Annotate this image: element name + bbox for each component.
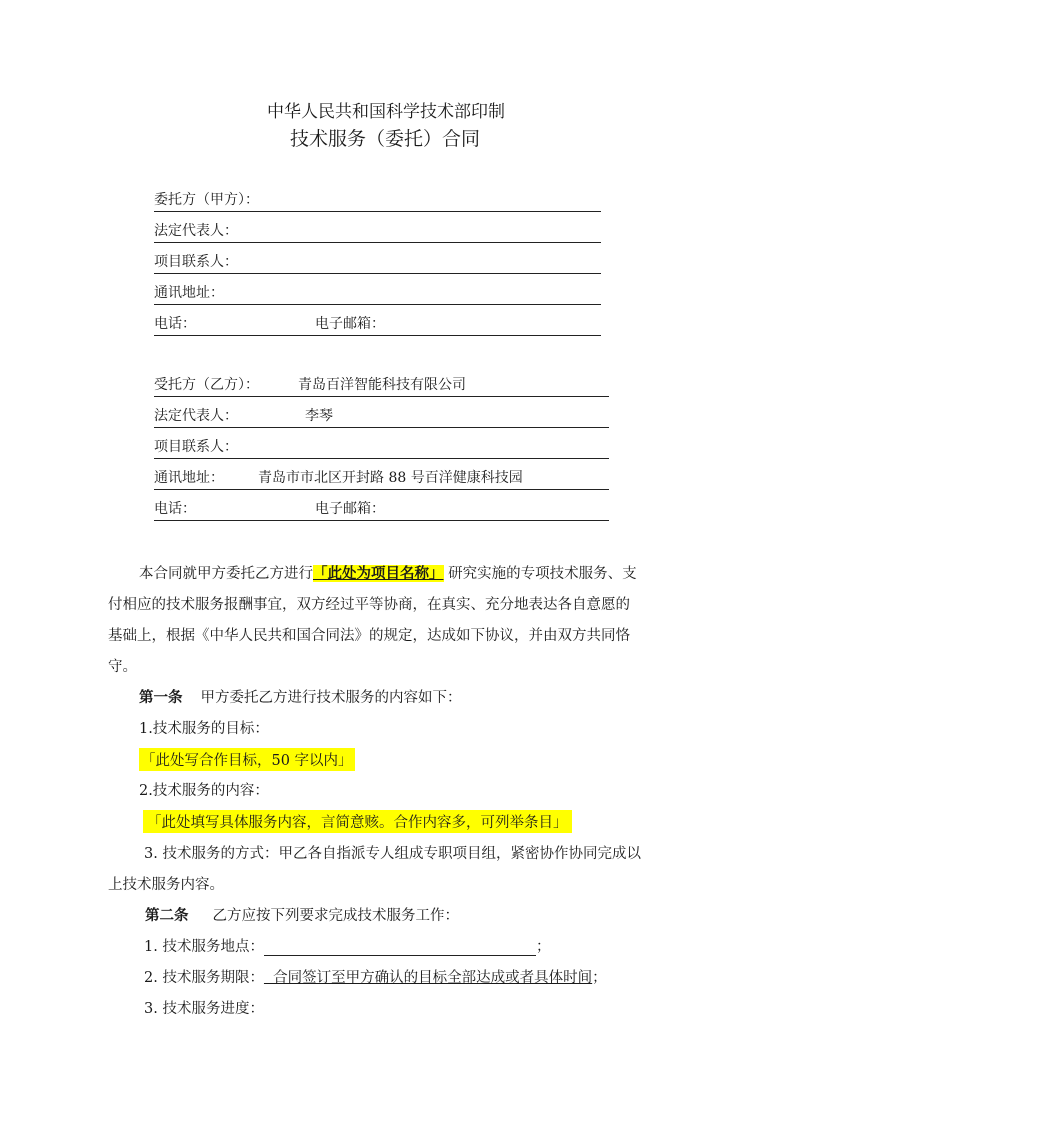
contract-title: 技术服务（委托）合同: [290, 128, 481, 150]
party-b-email-label: 电子邮箱：: [315, 501, 385, 517]
article-1-heading: 第一条: [139, 689, 183, 706]
intro-part-1: 本合同就甲方委托乙方进行: [139, 566, 313, 582]
party-a-legal-rep-field[interactable]: [154, 216, 601, 243]
party-a-client-field[interactable]: [154, 185, 601, 212]
article-1-text: 甲方委托乙方进行技术服务的内容如下：: [200, 690, 462, 706]
article-1-item-1: 1.技术服务的目标：: [139, 721, 269, 737]
article-2-line: [145, 904, 459, 925]
party-a-email-label: 电子邮箱：: [315, 316, 385, 332]
party-b-legal-rep-field[interactable]: [154, 401, 609, 428]
intro-line-2: 付相应的技术服务报酬事宜，双方经过平等协商，在真实、充分地表达各自意愿的: [108, 597, 630, 613]
party-a-phone-email-field[interactable]: [154, 309, 601, 336]
party-b-phone-email-field[interactable]: [154, 494, 609, 521]
party-b-trustee-label: 受托方（乙方）：: [154, 377, 259, 393]
party-b-address-label: 通讯地址：: [154, 470, 224, 486]
party-b-address-field[interactable]: [154, 463, 609, 490]
intro-line-3: 基础上，根据《中华人民共和国合同法》的规定，达成如下协议，并由双方共同恪: [108, 628, 630, 644]
party-b-phone-label: 电话：: [154, 501, 196, 517]
service-period-label: 2. 技术服务期限：: [144, 970, 264, 986]
project-name-placeholder[interactable]: 「此处为项目名称」: [313, 565, 444, 582]
intro-part-2: 研究实施的专项技术服务、支: [443, 566, 637, 582]
article-1-item-3-line-2: 上技术服务内容。: [108, 877, 224, 893]
party-a-client-label: 委托方（甲方）：: [154, 192, 259, 208]
article-2-text: 乙方应按下列要求完成技术服务工作：: [212, 908, 459, 924]
party-a-address-field[interactable]: [154, 278, 601, 305]
party-b-address-value: 青岛市市北区开封路 88 号百洋健康科技园: [258, 470, 523, 486]
service-location-blank[interactable]: [264, 938, 536, 956]
service-location-label: 1. 技术服务地点：: [144, 939, 264, 955]
intro-line-1: [139, 562, 637, 583]
article-1-line: [139, 686, 462, 707]
service-period-end: ；: [592, 970, 607, 986]
party-a-phone-label: 电话：: [154, 316, 196, 332]
party-b-legal-rep-label: 法定代表人：: [154, 408, 238, 424]
party-a-contact-field[interactable]: [154, 247, 601, 274]
party-b-trustee-field[interactable]: [154, 370, 609, 397]
article-2-heading: 第二条: [145, 907, 189, 924]
intro-line-4: 守。: [108, 659, 137, 675]
service-period-value[interactable]: 合同签订至甲方确认的目标全部达成或者具体时间: [263, 970, 593, 986]
content-placeholder[interactable]: 「此处填写具体服务内容，言简意赅。合作内容多，可列举条目」: [143, 810, 572, 833]
party-a-contact-label: 项目联系人：: [154, 254, 238, 270]
party-a-address-label: 通讯地址：: [154, 285, 224, 301]
article-1-item-2: 2.技术服务的内容：: [139, 783, 269, 799]
article-2-item-3: 3. 技术服务进度：: [144, 1001, 264, 1017]
issuer-line: 中华人民共和国科学技术部印制: [267, 102, 505, 122]
party-b-contact-field[interactable]: [154, 432, 609, 459]
article-2-item-1: [144, 935, 550, 956]
goal-placeholder[interactable]: 「此处写合作目标，50 字以内」: [139, 748, 355, 771]
article-1-item-3-line-1: 3. 技术服务的方式：甲乙各自指派专人组成专职项目组，紧密协作协同完成以: [144, 846, 641, 862]
party-b-contact-label: 项目联系人：: [154, 439, 238, 455]
party-b-trustee-value: 青岛百洋智能科技有限公司: [298, 377, 466, 393]
party-a-legal-rep-label: 法定代表人：: [154, 223, 238, 239]
article-2-item-2: [144, 966, 607, 987]
party-b-legal-rep-value: 李琴: [305, 408, 333, 424]
service-location-end: ；: [535, 939, 551, 955]
